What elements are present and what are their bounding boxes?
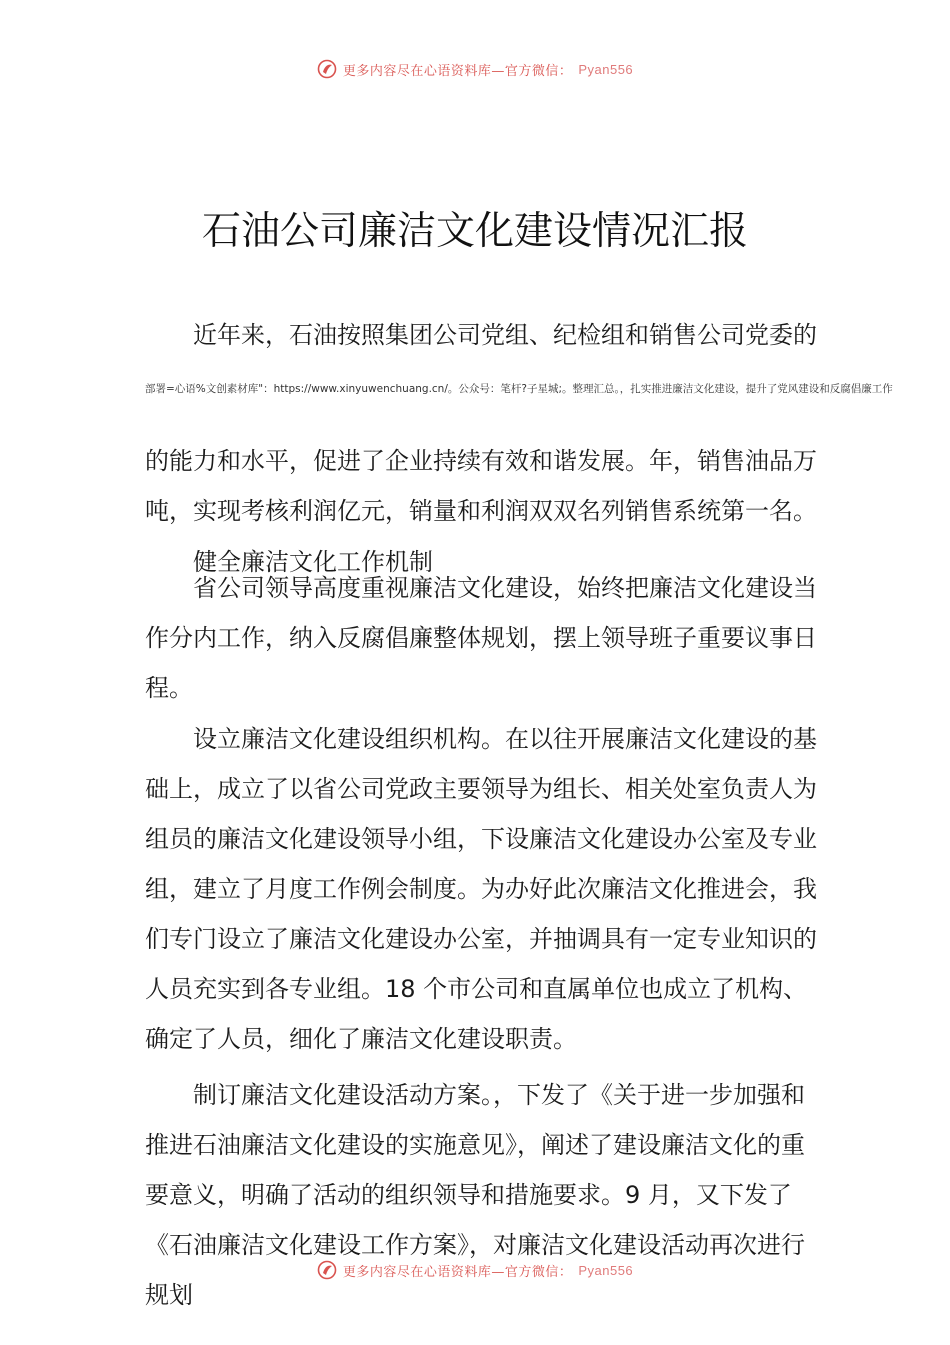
embedded-source-note: 部署=心语%文创素材库"：https://www.xinyuwenchuang.cn/。公众号：笔杆?子星城;。整理汇总。，扎实推进廉洁文化建设，提升了党风建设和反腐倡廉工作: [145, 383, 893, 395]
paragraph-intro-line1: 近年来，石油按照集团公司党组、纪检组和销售公司党委的: [193, 321, 817, 349]
section-heading-mechanism: 健全廉洁文化工作机制: [193, 548, 433, 576]
logo-icon: [317, 59, 337, 79]
paragraph-leadership: 省公司领导高度重视廉洁文化建设，始终把廉洁文化建设当作分内工作，纳入反腐倡廉整体规划，摆上领导班子重要议事日程。: [145, 574, 817, 702]
watermark-contact: Pyan556: [578, 61, 634, 77]
paragraph-organization: 设立廉洁文化建设组织机构。在以往开展廉洁文化建设的基础上，成立了以省公司党政主要领导为组长、相关处室负责人为组员的廉洁文化建设领导小组，下设廉洁文化建设办公室及专业组，建立了月度工作例会制度。为办好此次廉洁文化推进会，我们专门设立了廉洁文化建设办公室，并抽调具有一定专业知识的人员充实到各专业组。18 个市公司和直属单位也成立了机构、确定了人员，细化了廉洁文化建设职责。: [145, 725, 817, 1053]
watermark-contact: Pyan556: [578, 1262, 634, 1278]
watermark-header: [0, 56, 950, 82]
paragraph-intro-continued: 的能力和水平，促进了企业持续有效和谐发展。年，销售油品万吨，实现考核利润亿元，销量和利润双双名列销售系统第一名。: [145, 447, 817, 525]
paragraph-activity-plan: 制订廉洁文化建设活动方案。，下发了《关于进一步加强和推进石油廉洁文化建设的实施意见》，阐述了建设廉洁文化的重要意义，明确了活动的组织领导和措施要求。9 月，又下发了《石油廉洁文化建设工作方案》，对廉洁文化建设活动再次进行规划: [145, 1081, 805, 1309]
watermark-text: 更多内容尽在心语资料库—官方微信：: [342, 63, 573, 79]
logo-icon: [317, 1260, 337, 1280]
watermark-footer: [0, 1257, 950, 1283]
document-title: 石油公司廉洁文化建设情况汇报: [201, 209, 748, 254]
watermark-text: 更多内容尽在心语资料库—官方微信：: [342, 1264, 573, 1280]
